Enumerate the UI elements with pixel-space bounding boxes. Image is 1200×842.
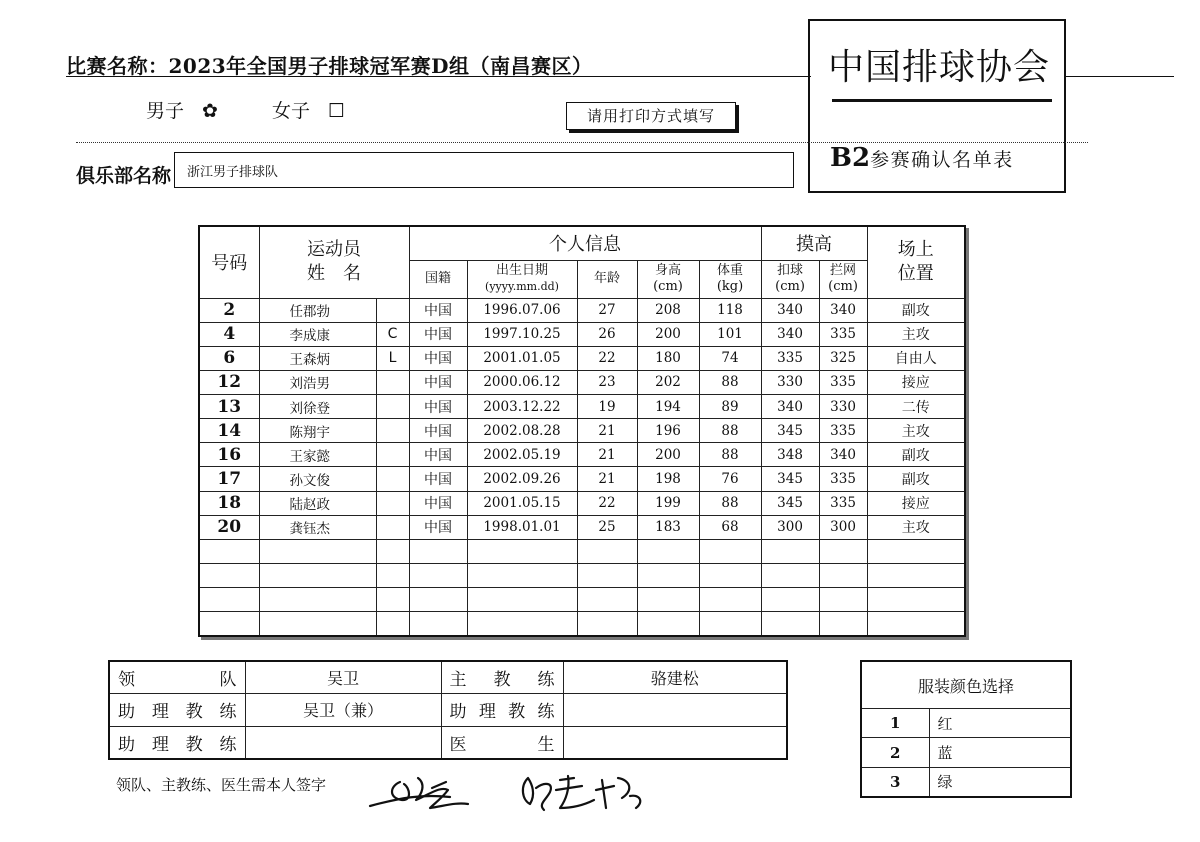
- player-spike-reach[interactable]: 345: [761, 491, 819, 515]
- empty-table-row: [199, 612, 965, 636]
- player-weight[interactable]: 101: [699, 322, 761, 346]
- table-row: [199, 322, 965, 346]
- roster-table: [198, 225, 966, 637]
- org-rule: [832, 99, 1052, 102]
- player-number[interactable]: 4: [199, 322, 259, 346]
- player-nationality[interactable]: 中国: [409, 370, 467, 394]
- header-age: 年龄: [577, 260, 637, 298]
- header-personal-info: 个人信息: [409, 226, 761, 260]
- player-spike-reach-empty[interactable]: [761, 539, 819, 563]
- player-height-empty[interactable]: [637, 612, 699, 636]
- player-age-empty[interactable]: [577, 539, 637, 563]
- player-height-empty[interactable]: [637, 539, 699, 563]
- header-height: [637, 260, 699, 298]
- form-code-number: B2: [830, 143, 871, 173]
- player-position[interactable]: 副攻: [867, 443, 965, 467]
- header-height-unit: (cm): [653, 279, 683, 294]
- player-position[interactable]: 自由人: [867, 346, 965, 370]
- player-number-empty[interactable]: [199, 564, 259, 588]
- dotted-divider: [76, 142, 1088, 143]
- player-name[interactable]: 李成康: [259, 322, 376, 346]
- player-age[interactable]: 26: [577, 322, 637, 346]
- player-height[interactable]: 180: [637, 346, 699, 370]
- player-age-empty[interactable]: [577, 588, 637, 612]
- player-number-empty[interactable]: [199, 612, 259, 636]
- player-role[interactable]: [376, 467, 409, 491]
- player-spike-reach[interactable]: 340: [761, 322, 819, 346]
- team-leader-label: [109, 661, 245, 694]
- assistant-coach-field-1[interactable]: 吴卫（兼）: [245, 694, 441, 726]
- empty-table-row: [199, 564, 965, 588]
- player-block-reach[interactable]: 335: [819, 419, 867, 443]
- player-nationality[interactable]: 中国: [409, 443, 467, 467]
- player-weight[interactable]: 88: [699, 419, 761, 443]
- table-row: [199, 419, 965, 443]
- header-spike: [761, 260, 819, 298]
- player-age[interactable]: 22: [577, 346, 637, 370]
- header-position-line2: 位置: [897, 263, 934, 285]
- uniform-option-color[interactable]: 红: [929, 709, 1071, 738]
- player-birth-date[interactable]: 2002.08.28: [467, 419, 577, 443]
- player-block-reach[interactable]: 330: [819, 395, 867, 419]
- player-name-empty[interactable]: [259, 588, 376, 612]
- table-row: [199, 491, 965, 515]
- player-birth-date[interactable]: 2001.05.15: [467, 491, 577, 515]
- player-nationality[interactable]: 中国: [409, 515, 467, 539]
- player-nationality-empty[interactable]: [409, 588, 467, 612]
- player-role-empty[interactable]: [376, 588, 409, 612]
- player-role[interactable]: [376, 515, 409, 539]
- player-weight-empty[interactable]: [699, 612, 761, 636]
- player-role[interactable]: [376, 419, 409, 443]
- player-role[interactable]: L: [376, 346, 409, 370]
- player-age-empty[interactable]: [577, 564, 637, 588]
- player-weight-empty[interactable]: [699, 588, 761, 612]
- header-reach: 摸高: [761, 226, 867, 260]
- header-block-unit: (cm): [828, 279, 858, 294]
- header-athlete-line1: 运动员: [307, 239, 361, 261]
- player-position[interactable]: 主攻: [867, 515, 965, 539]
- player-role[interactable]: [376, 370, 409, 394]
- competition-title: 比赛名称：2023年全国男子排球冠军赛D组（南昌赛区）: [66, 54, 593, 78]
- player-number[interactable]: 2: [199, 298, 259, 322]
- player-position-empty[interactable]: [867, 539, 965, 563]
- player-spike-reach-empty[interactable]: [761, 612, 819, 636]
- player-weight[interactable]: 68: [699, 515, 761, 539]
- player-height[interactable]: 183: [637, 515, 699, 539]
- player-height[interactable]: 194: [637, 395, 699, 419]
- player-position[interactable]: 副攻: [867, 298, 965, 322]
- player-block-reach[interactable]: 340: [819, 443, 867, 467]
- player-age[interactable]: 22: [577, 491, 637, 515]
- player-number[interactable]: 20: [199, 515, 259, 539]
- player-spike-reach[interactable]: 345: [761, 467, 819, 491]
- header-right-line: [1066, 76, 1174, 77]
- player-age[interactable]: 25: [577, 515, 637, 539]
- player-spike-reach[interactable]: 340: [761, 395, 819, 419]
- player-spike-reach[interactable]: 345: [761, 419, 819, 443]
- header-birth-format: (yyyy.mm.dd): [485, 280, 559, 293]
- empty-table-row: [199, 539, 965, 563]
- player-number[interactable]: 6: [199, 346, 259, 370]
- player-role[interactable]: [376, 298, 409, 322]
- roster-body: [199, 298, 965, 636]
- player-age-empty[interactable]: [577, 612, 637, 636]
- table-row: [199, 443, 965, 467]
- uniform-color-table: [860, 660, 1072, 798]
- player-position[interactable]: 主攻: [867, 322, 965, 346]
- uniform-option-color[interactable]: 蓝: [929, 738, 1071, 767]
- header-spike-label: 扣球: [777, 263, 804, 278]
- player-name[interactable]: 陈翔宇: [259, 419, 376, 443]
- player-nationality[interactable]: 中国: [409, 395, 467, 419]
- player-position[interactable]: 二传: [867, 395, 965, 419]
- player-birth-date[interactable]: 1998.01.01: [467, 515, 577, 539]
- table-row: [199, 298, 965, 322]
- player-age[interactable]: 19: [577, 395, 637, 419]
- player-position-empty[interactable]: [867, 612, 965, 636]
- table-row: [199, 395, 965, 419]
- header-nationality: 国籍: [409, 260, 467, 298]
- player-height[interactable]: 199: [637, 491, 699, 515]
- gender-male-mark-icon[interactable]: ✿: [202, 100, 218, 122]
- player-block-reach[interactable]: 340: [819, 298, 867, 322]
- spread-label-text: 助 理 教 练: [118, 734, 237, 755]
- player-birth-date[interactable]: 2002.05.19: [467, 443, 577, 467]
- player-name[interactable]: 龚钰杰: [259, 515, 376, 539]
- org-box: [808, 19, 1066, 193]
- player-role[interactable]: C: [376, 322, 409, 346]
- uniform-option-index: 1: [861, 709, 929, 738]
- spread-label-text: 领 队: [118, 670, 237, 691]
- player-height[interactable]: 202: [637, 370, 699, 394]
- player-name-empty[interactable]: [259, 612, 376, 636]
- player-weight-empty[interactable]: [699, 564, 761, 588]
- header-spike-unit: (cm): [775, 279, 805, 294]
- header-position: [867, 226, 965, 298]
- player-weight[interactable]: 89: [699, 395, 761, 419]
- player-birth-date[interactable]: 2001.01.05: [467, 346, 577, 370]
- player-weight[interactable]: 118: [699, 298, 761, 322]
- table-row: [199, 515, 965, 539]
- player-position-empty[interactable]: [867, 588, 965, 612]
- player-birth-date[interactable]: 1996.07.06: [467, 298, 577, 322]
- header-athlete: [259, 226, 409, 298]
- uniform-option-row[interactable]: [861, 767, 1071, 797]
- club-name-value: 浙江男子排球队: [187, 165, 279, 180]
- player-block-reach-empty[interactable]: [819, 564, 867, 588]
- assistant-coach-label-2: [441, 694, 563, 726]
- player-weight[interactable]: 88: [699, 491, 761, 515]
- player-block-reach[interactable]: 335: [819, 322, 867, 346]
- player-nationality-empty[interactable]: [409, 612, 467, 636]
- player-nationality-empty[interactable]: [409, 539, 467, 563]
- header-position-line1: 场上: [897, 239, 934, 261]
- table-row: [199, 346, 965, 370]
- org-name: 中国排球协会: [828, 47, 1051, 88]
- uniform-options: [861, 709, 1071, 797]
- player-height[interactable]: 208: [637, 298, 699, 322]
- player-name[interactable]: 刘浩男: [259, 370, 376, 394]
- player-nationality[interactable]: 中国: [409, 322, 467, 346]
- player-birth-date[interactable]: 2000.06.12: [467, 370, 577, 394]
- player-position[interactable]: 副攻: [867, 467, 965, 491]
- player-spike-reach[interactable]: 348: [761, 443, 819, 467]
- player-number-empty[interactable]: [199, 539, 259, 563]
- header-block-label: 拦网: [830, 263, 857, 278]
- header-height-label: 身高: [654, 263, 681, 278]
- player-number[interactable]: 12: [199, 370, 259, 394]
- player-block-reach[interactable]: 335: [819, 491, 867, 515]
- uniform-option-color[interactable]: 绿: [929, 767, 1071, 797]
- player-nationality[interactable]: 中国: [409, 467, 467, 491]
- handwritten-signature: [360, 764, 700, 824]
- spread-label-text: 助 理 教 练: [118, 702, 237, 723]
- signature-note: 领队、主教练、医生需本人签字: [116, 776, 327, 794]
- player-name-empty[interactable]: [259, 564, 376, 588]
- player-nationality-empty[interactable]: [409, 564, 467, 588]
- player-name[interactable]: 王家懿: [259, 443, 376, 467]
- player-age[interactable]: 21: [577, 443, 637, 467]
- table-row: [199, 467, 965, 491]
- player-spike-reach[interactable]: 340: [761, 298, 819, 322]
- player-number[interactable]: 17: [199, 467, 259, 491]
- player-block-reach[interactable]: 325: [819, 346, 867, 370]
- assistant-coach-field-3[interactable]: [245, 726, 441, 759]
- player-name[interactable]: 孙文俊: [259, 467, 376, 491]
- player-birth-date[interactable]: 1997.10.25: [467, 322, 577, 346]
- player-height-empty[interactable]: [637, 588, 699, 612]
- player-role-empty[interactable]: [376, 612, 409, 636]
- head-coach-field[interactable]: 骆建松: [563, 661, 787, 694]
- header-weight-unit: (kg): [716, 279, 744, 294]
- uniform-title: 服装颜色选择: [861, 661, 1071, 709]
- player-number[interactable]: 14: [199, 419, 259, 443]
- club-label: 俱乐部名称: [76, 165, 172, 187]
- player-name[interactable]: 任郡勃: [259, 298, 376, 322]
- player-weight[interactable]: 74: [699, 346, 761, 370]
- player-spike-reach[interactable]: 335: [761, 346, 819, 370]
- spread-label-text: 医 生: [449, 734, 555, 755]
- gender-male[interactable]: [146, 96, 218, 123]
- player-role-empty[interactable]: [376, 539, 409, 563]
- empty-table-row: [199, 588, 965, 612]
- player-position[interactable]: 接应: [867, 491, 965, 515]
- player-spike-reach-empty[interactable]: [761, 564, 819, 588]
- player-height-empty[interactable]: [637, 564, 699, 588]
- player-weight[interactable]: 88: [699, 370, 761, 394]
- player-birth-date-empty[interactable]: [467, 564, 577, 588]
- player-weight-empty[interactable]: [699, 539, 761, 563]
- player-height[interactable]: 196: [637, 419, 699, 443]
- player-age[interactable]: 21: [577, 467, 637, 491]
- player-role-empty[interactable]: [376, 564, 409, 588]
- assistant-coach-label-3: [109, 726, 245, 759]
- player-spike-reach-empty[interactable]: [761, 588, 819, 612]
- header-athlete-line2: 姓 名: [307, 263, 361, 285]
- uniform-option-index: 3: [861, 767, 929, 797]
- player-age[interactable]: 27: [577, 298, 637, 322]
- player-block-reach[interactable]: 300: [819, 515, 867, 539]
- uniform-option-row[interactable]: [861, 709, 1071, 738]
- head-coach-label: [441, 661, 563, 694]
- club-name-field[interactable]: [174, 152, 794, 188]
- spread-label-text: 主 教 练: [449, 670, 555, 691]
- player-name[interactable]: 陆赵政: [259, 491, 376, 515]
- header-birth-label: 出生日期: [495, 263, 548, 278]
- player-block-reach[interactable]: 335: [819, 370, 867, 394]
- player-weight[interactable]: 88: [699, 443, 761, 467]
- doctor-field[interactable]: [563, 726, 787, 759]
- player-birth-date-empty[interactable]: [467, 612, 577, 636]
- header-birth: [467, 260, 577, 298]
- spread-label-text: 助 理 教 练: [449, 702, 555, 723]
- player-block-reach-empty[interactable]: [819, 539, 867, 563]
- form-title: 参赛确认名单表: [870, 149, 1014, 171]
- staff-table: [108, 660, 788, 760]
- player-name[interactable]: 王森炳: [259, 346, 376, 370]
- player-birth-date-empty[interactable]: [467, 588, 577, 612]
- title-underline: [66, 76, 811, 77]
- uniform-option-index: 2: [861, 738, 929, 767]
- player-number[interactable]: 18: [199, 491, 259, 515]
- player-spike-reach[interactable]: 300: [761, 515, 819, 539]
- player-role[interactable]: [376, 443, 409, 467]
- header-weight-label: 体重: [717, 263, 744, 278]
- gender-female-label: 女子: [272, 100, 311, 122]
- gender-female[interactable]: [272, 96, 345, 123]
- player-birth-date-empty[interactable]: [467, 539, 577, 563]
- player-age[interactable]: 21: [577, 419, 637, 443]
- player-role[interactable]: [376, 395, 409, 419]
- player-spike-reach[interactable]: 330: [761, 370, 819, 394]
- player-role[interactable]: [376, 491, 409, 515]
- header-number: 号码: [199, 226, 259, 298]
- player-nationality[interactable]: 中国: [409, 346, 467, 370]
- player-nationality[interactable]: 中国: [409, 491, 467, 515]
- player-number-empty[interactable]: [199, 588, 259, 612]
- player-block-reach[interactable]: 335: [819, 467, 867, 491]
- player-weight[interactable]: 76: [699, 467, 761, 491]
- player-position[interactable]: 接应: [867, 370, 965, 394]
- player-block-reach-empty[interactable]: [819, 588, 867, 612]
- gender-male-label: 男子: [146, 100, 185, 122]
- player-number[interactable]: 16: [199, 443, 259, 467]
- player-height[interactable]: 200: [637, 443, 699, 467]
- player-birth-date[interactable]: 2002.09.26: [467, 467, 577, 491]
- player-name[interactable]: 刘徐登: [259, 395, 376, 419]
- player-name-empty[interactable]: [259, 539, 376, 563]
- doctor-label: [441, 726, 563, 759]
- player-nationality[interactable]: 中国: [409, 419, 467, 443]
- gender-female-checkbox-icon[interactable]: ☐: [328, 100, 346, 122]
- player-position-empty[interactable]: [867, 564, 965, 588]
- assistant-coach-field-2[interactable]: [563, 694, 787, 726]
- assistant-coach-label: [109, 694, 245, 726]
- header-weight: [699, 260, 761, 298]
- player-nationality[interactable]: 中国: [409, 298, 467, 322]
- player-block-reach-empty[interactable]: [819, 612, 867, 636]
- player-birth-date[interactable]: 2003.12.22: [467, 395, 577, 419]
- print-note: 请用打印方式填写: [566, 102, 736, 130]
- player-number[interactable]: 13: [199, 395, 259, 419]
- player-height[interactable]: 200: [637, 322, 699, 346]
- player-age[interactable]: 23: [577, 370, 637, 394]
- player-position[interactable]: 主攻: [867, 419, 965, 443]
- form-code: [830, 143, 1014, 173]
- team-leader-field[interactable]: 吴卫: [245, 661, 441, 694]
- table-row: [199, 370, 965, 394]
- uniform-option-row[interactable]: [861, 738, 1071, 767]
- player-height[interactable]: 198: [637, 467, 699, 491]
- header-block: [819, 260, 867, 298]
